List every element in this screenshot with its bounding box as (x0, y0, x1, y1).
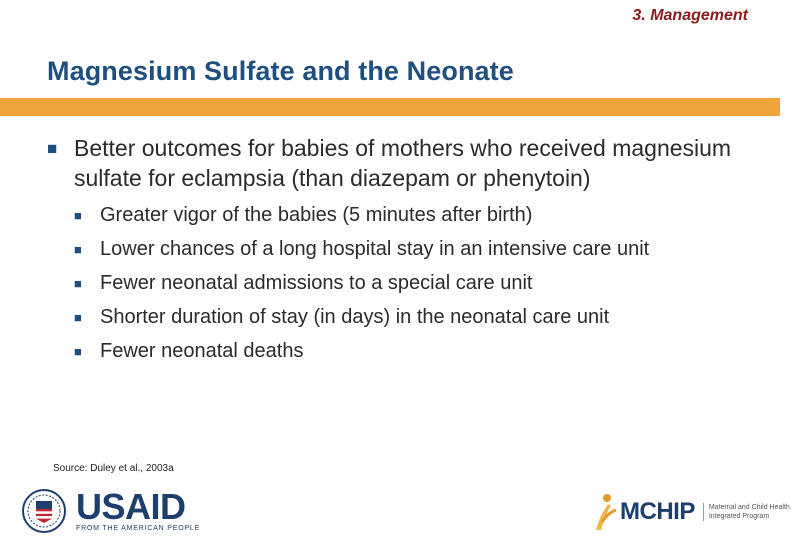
sub-bullet (74, 337, 744, 366)
mchip-wordmark: MCHIP (620, 498, 695, 525)
sub-bullet (74, 201, 744, 230)
usaid-wordmark (76, 486, 201, 532)
square-bullet-icon: ■ (74, 276, 82, 291)
usaid-wordmark-text: USAID (76, 486, 186, 527)
sub-bullet-text: Greater vigor of the babies (5 minutes after birth) (100, 204, 533, 226)
source-citation: Source: Duley et al., 2003a (53, 463, 174, 474)
slide-title: Magnesium Sulfate and the Neonate (47, 56, 514, 86)
usaid-tagline: FROM THE AMERICAN PEOPLE (76, 525, 201, 532)
section-label: 3. Management (632, 7, 748, 24)
sub-bullet (74, 303, 744, 332)
sub-bullet-text: Fewer neonatal admissions to a special care unit (100, 272, 533, 294)
sub-bullet-text: Shorter duration of stay (in days) in the neonatal care unit (100, 306, 610, 328)
sub-bullet (74, 269, 744, 298)
square-bullet-icon: ■ (74, 344, 82, 359)
mchip-logo (592, 490, 795, 534)
mchip-figure-icon (592, 492, 618, 532)
main-bullet-text: Better outcomes for babies of mothers who received magnesium sulfate for eclampsia (than diazepam or phenytoin) (74, 135, 732, 191)
title-accent-bar (0, 98, 780, 116)
square-bullet-icon: ■ (74, 310, 82, 325)
main-bullet (44, 134, 744, 193)
sub-bullet-list (74, 201, 744, 366)
mchip-tagline: Maternal and Child Health Integrated Program (703, 503, 795, 521)
sub-bullet (74, 235, 744, 264)
sub-bullet-text: Fewer neonatal deaths (100, 340, 304, 362)
square-bullet-icon: ■ (74, 242, 82, 257)
square-bullet-icon: ■ (74, 208, 82, 223)
slide-content (44, 134, 744, 371)
sub-bullet-text: Lower chances of a long hospital stay in an intensive care unit (100, 238, 650, 260)
usaid-seal-icon (22, 489, 66, 533)
square-bullet-icon: ■ (47, 139, 58, 158)
usaid-logo (22, 488, 200, 534)
